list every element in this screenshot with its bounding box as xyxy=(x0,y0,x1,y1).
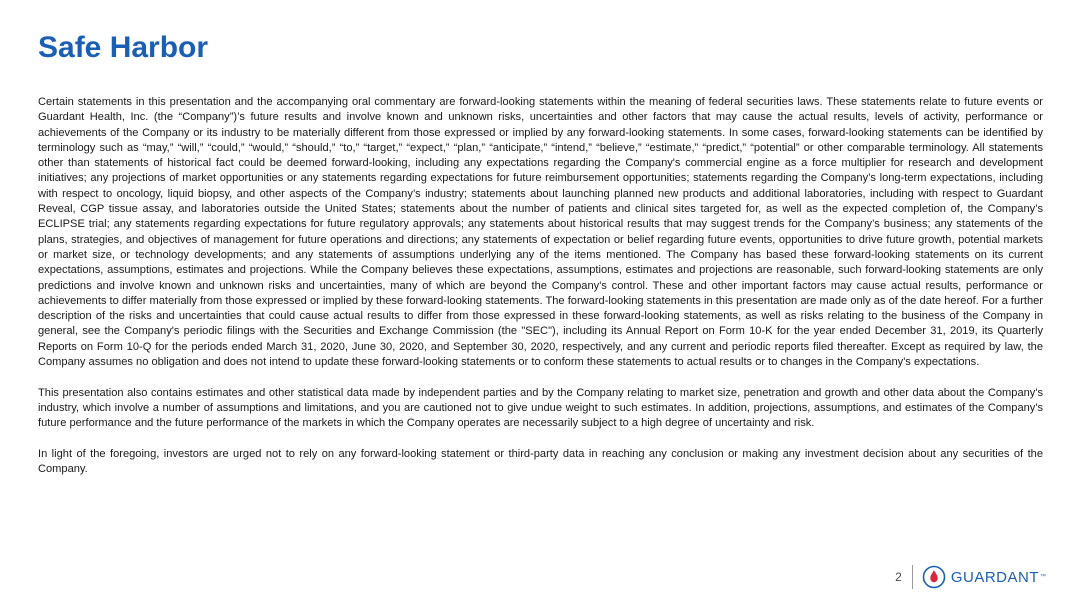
trademark-symbol: ™ xyxy=(1040,574,1046,580)
page-number: 2 xyxy=(895,570,902,584)
paragraph-forward-looking: Certain statements in this presentation and the accompanying oral commentary are forward-looking statements within the meaning of federal securities laws. These statements relate to future events or Guardant Health, Inc. (the “Company”)’s future results and involve known and unknown risks, uncertainties and other factors that may cause the actual results, levels of activity, performance or achievements of the Company or its industry to be materially different from those expressed or implied by any forward-looking statements. In some cases, forward-looking statements can be identified by terminology such as “may,” “will,” “could,” “would,” “should,” “to,” “target,” “expect,” “plan,” “anticipate,” “intend,” “believe,” “estimate,” “predict,” “potential” or other comparable terminology. All statements other than statements of historical fact could be deemed forward-looking, including any expectations regarding the Company's commercial engine as a force multiplier for research and development initiatives; any projections of market opportunities or any statements regarding expectations for future reimbursement opportunities; statements regarding the Company’s long-term expectations, including with respect to oncology, liquid biopsy, and other aspects of the Company’s industry; statements about launching planned new products and additional laboratories, including with respect to Guardant Reveal, CGP tissue assay, and laboratories outside the United States; statements about the number of patients and clinical sites targeted for, as well as the expected completion of, the Company’s ECLIPSE trial; any statements regarding expectations for future regulatory approvals; any statements about historical results that may suggest trends for the Company’s business; any statements of the plans, strategies, and objectives of management for future operations and directions; any statements of expectation or belief regarding future events, opportunities to drive future growth, potential markets or market size, or technology developments; and any statements of assumptions underlying any of the items mentioned. The Company has based these forward-looking statements on its current expectations, assumptions, estimates and projections. While the Company believes these expectations, assumptions, estimates and projections are reasonable, such forward-looking statements are only predictions and involve known and unknown risks and uncertainties, many of which are beyond the Company's control. These and other important factors may cause actual results, performance or achievements to differ materially from those expressed or implied by these forward-looking statements. The forward-looking statements in this presentation are made only as of the date hereof. For a further description of the risks and uncertainties that could cause actual results to differ from those expressed in these forward-looking statements, as well as risks relating to the business of the Company in general, see the Company's periodic filings with the Securities and Exchange Commission (the "SEC"), including its Annual Report on Form 10-K for the year ended December 31, 2019, its Quarterly Reports on Form 10-Q for the periods ended March 31, 2020, June 30, 2020, and September 30, 2020, respectively, and any current and periodic reports filed thereafter. Except as required by law, the Company assumes no obligation and does not intend to update these forward-looking statements or to conform these statements to actual results or to changes in the Company's expectations. xyxy=(38,96,1043,369)
slide-footer xyxy=(895,564,1046,590)
paragraph-investor-caution: In light of the foregoing, investors are urged not to rely on any forward-looking statement or third-party data in reaching any conclusion or making any investment decision about any securities of the Company. xyxy=(38,447,1043,476)
guardant-logo-text: GUARDANT xyxy=(950,568,1039,586)
slide-title: Safe Harbor xyxy=(38,31,209,64)
safe-harbor-body xyxy=(38,95,1043,493)
paragraph-statistical-data: This presentation also contains estimates and other statistical data made by independent parties and by the Company relating to market size, penetration and growth and other data about the Company's industry, which involve a number of assumptions and limitations, and you are cautioned not to give undue weight to such estimates. In addition, projections, assumptions, and estimates of the Company's future performance and the future performance of the markets in which the Company operates are necessarily subject to a high degree of uncertainty and risk. xyxy=(38,386,1043,430)
droplet-icon xyxy=(922,565,946,589)
footer-divider xyxy=(912,565,913,589)
